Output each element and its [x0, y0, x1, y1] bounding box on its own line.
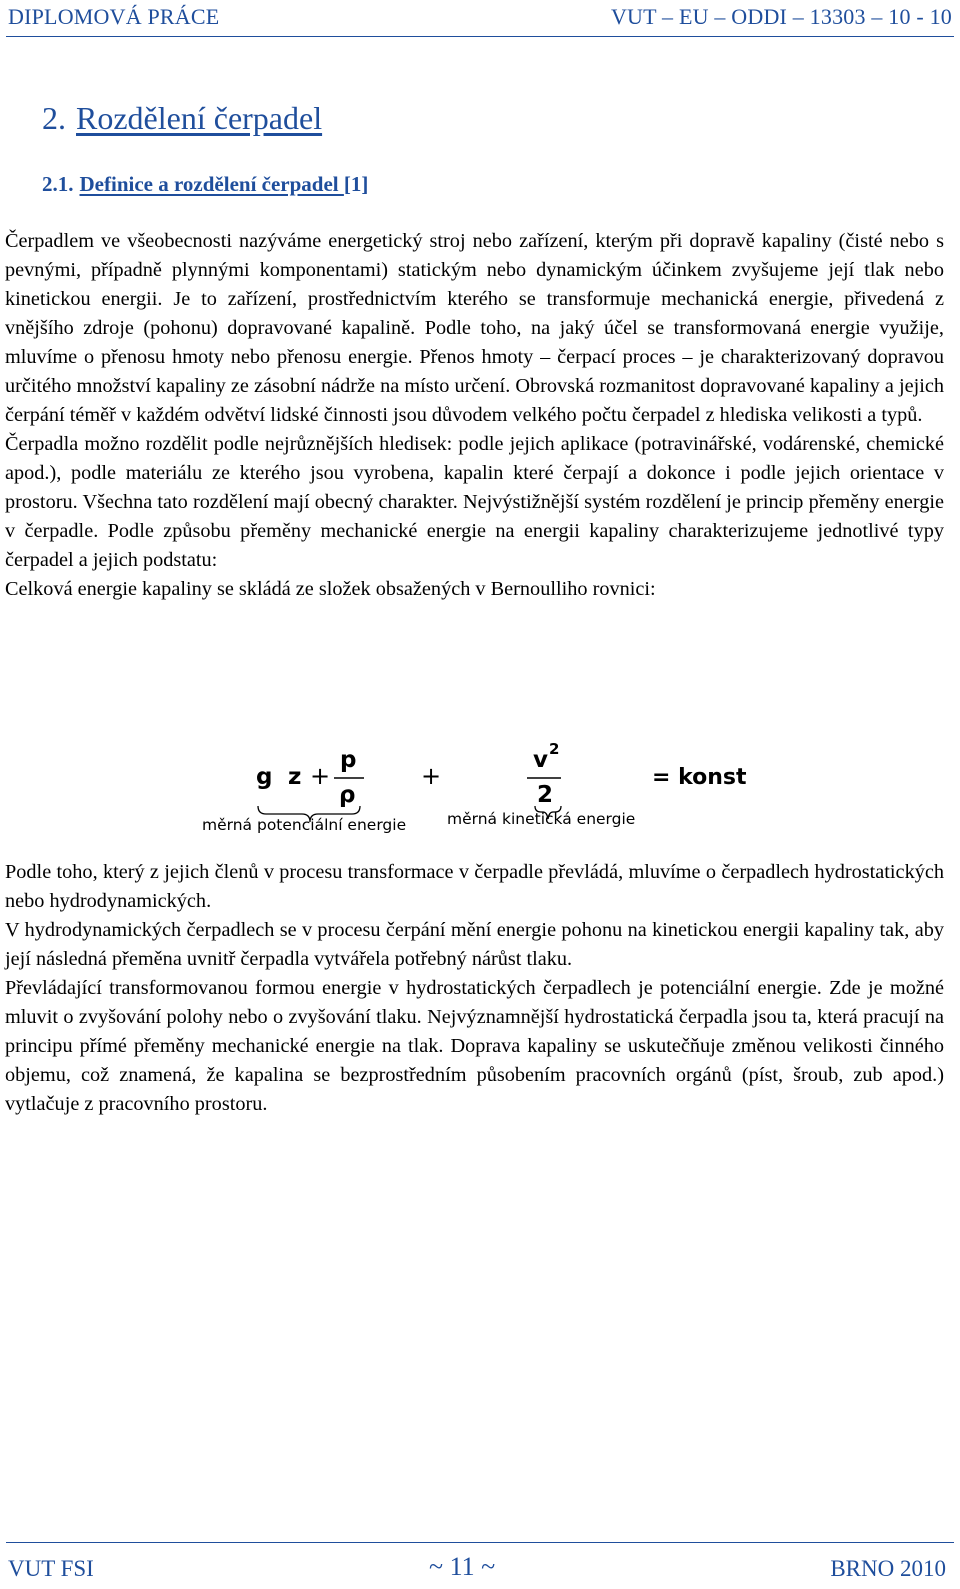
section-reference: [1] [343, 172, 369, 196]
formula-equals-konst: = konst [652, 765, 747, 790]
section-title: Definice a rozdělení čerpadel [79, 172, 344, 196]
paragraph: Celková energie kapaliny se skládá ze složek obsažených v Bernoulliho rovnici: [5, 578, 656, 600]
formula-two: 2 [537, 782, 554, 808]
formula-plus-2: + [421, 762, 442, 790]
header-rule [6, 36, 954, 37]
formula-g: g [256, 764, 273, 790]
formula-z: z [288, 764, 302, 790]
page-footer [8, 1542, 946, 1582]
formula-exponent: 2 [549, 740, 560, 758]
bernoulli-equation [0, 730, 960, 840]
body-text-1 [5, 227, 944, 604]
footer-left: VUT FSI [8, 1556, 94, 1581]
label-kinetic-energy: měrná kinetická energie [447, 810, 636, 828]
body-text-2 [5, 858, 944, 1119]
paragraph: Podle toho, který z jejich členů v procesu transformace v čerpadle převládá, mluvíme o čerpadlech hydrostatických nebo hydrodynamických. [5, 861, 944, 912]
formula-v: v [533, 747, 548, 773]
paragraph: Převládající transformovanou formou energie v hydrostatických čerpadlech je potenciální energie. Zde je možné mluvit o zvyšování polohy nebo o zvyšování tlaku. Nejvýznamnější hydrostatická čerpadla jsou ta, která pracují na principu přímé přeměny mechanické energie na tlak. Doprava kapaliny se uskutečňuje změnou velikosti činného objemu, což znamená, že kapalina se bezprostředním působením pracovních orgánů (píst, šroub, zub apod.) vytlačuje z pracovního prostoru. [5, 977, 944, 1115]
label-potential-energy: měrná potenciální energie [202, 816, 407, 834]
header-right: VUT – EU – ODDI – 13303 – 10 - 10 [610, 4, 952, 29]
formula-rho: ρ [339, 782, 356, 808]
page-number: ~ 11 ~ [429, 1552, 496, 1581]
formula-p: p [340, 747, 357, 773]
paragraph: Čerpadlem ve všeobecnosti nazýváme energetický stroj nebo zařízení, kterým při dopravě kapaliny (čisté nebo s pevnými, případně plynnými komponentami) statickým nebo dynamickým účinkem zvyšujeme její tlak nebo kinetickou energii. Je to zařízení, prostřednictvím kterého se transformuje mechanická energie, přivedená z vnějšího zdroje (pohonu) dopravované kapalině. Podle toho, na jaký účel se transformovaná energie využije, mluvíme o přenosu hmoty nebo přenosu energie. Přenos hmoty – čerpací proces – je charakterizovaný dopravou určitého množství kapaliny ze zásobní nádrže na místo určení. Obrovská rozmanitost dopravované kapaliny a jejich čerpání téměř v každém odvětví lidské činnosti jsou důvodem velkého počtu čerpadel z hlediska velikosti a typů. [5, 230, 944, 426]
paragraph: Čerpadla možno rozdělit podle nejrůznějších hledisek: podle jejich aplikace (potravinářské, vodárenské, chemické apod.), podle materiálu ze kterého jsou vyrobena, kapalin které čerpají a dokonce i podle jejich orientace v prostoru. Všechna tato rozdělení mají obecný charakter. Nejvýstižnější systém rozdělení je princip přeměny energie v čerpadle. Podle způsobu přeměny mechanické energie na energii kapaliny charakterizujeme jednotlivé typy čerpadel a jejich podstatu: [5, 433, 944, 571]
footer-right: BRNO 2010 [830, 1556, 946, 1581]
page-header [8, 4, 952, 30]
chapter-title: Rozdělení čerpadel [76, 100, 323, 136]
header-left: DIPLOMOVÁ PRÁCE [8, 4, 220, 29]
chapter-heading [42, 100, 322, 137]
formula-plus-1: + [310, 762, 331, 790]
section-number: 2.1. [42, 172, 74, 196]
chapter-number: 2. [42, 100, 66, 136]
paragraph: V hydrodynamických čerpadlech se v procesu čerpání mění energie pohonu na kinetickou energii kapaliny tak, aby její následná přeměna uvnitř čerpadla vytvářela potřebný nárůst tlaku. [5, 919, 944, 970]
section-heading [42, 172, 368, 197]
